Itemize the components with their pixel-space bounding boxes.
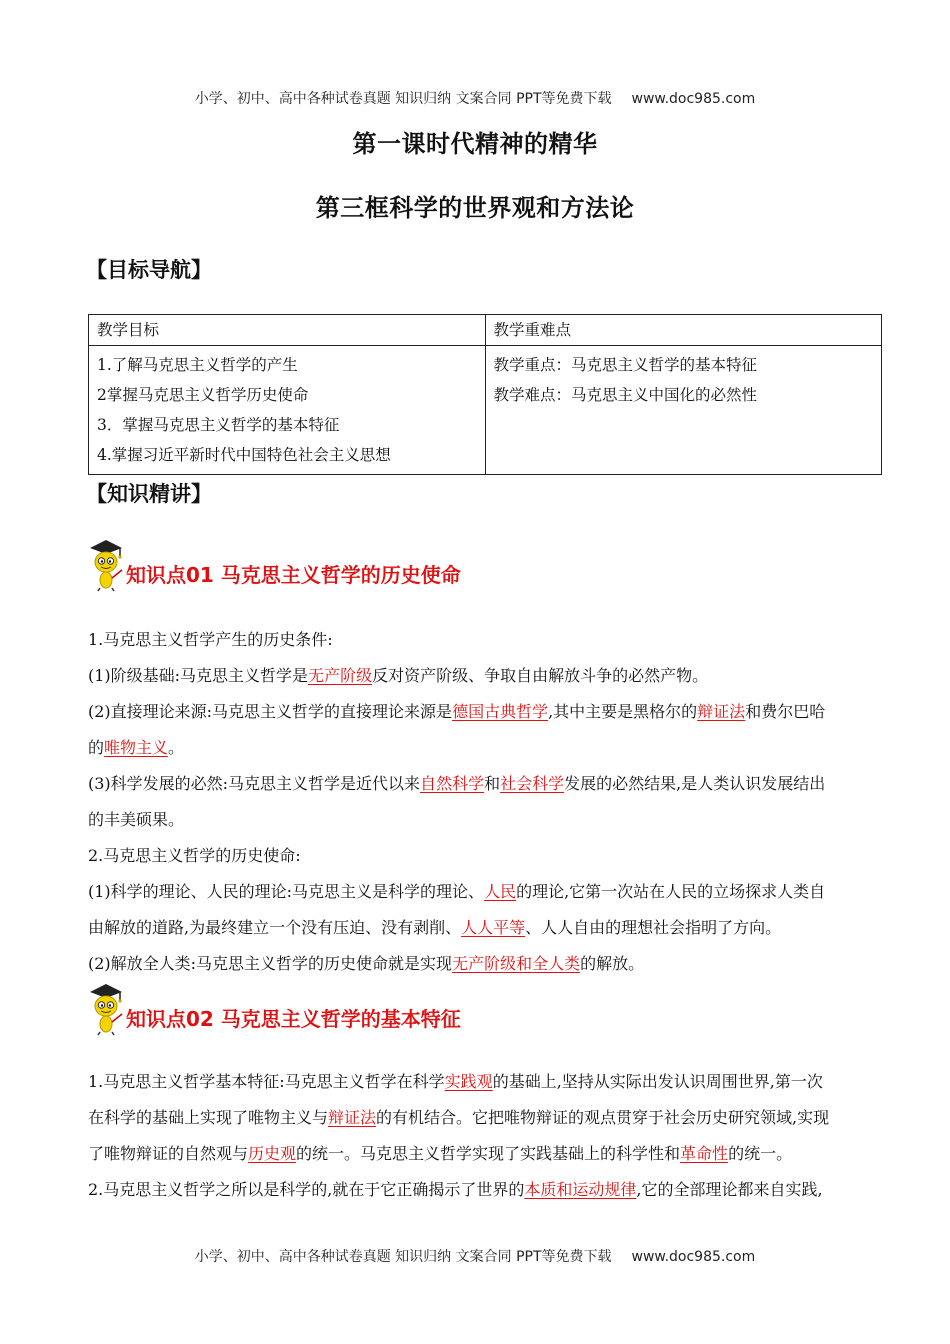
fill-answer: 辩证法 — [328, 1108, 377, 1127]
text-line: (1)科学的理论、人民的理论:马克思主义是科学的理论、人民的理论,它第一次站在人民的立场探求人类自 — [88, 882, 826, 901]
header-url[interactable]: www.doc985.com — [631, 91, 756, 107]
goals-table — [88, 314, 882, 475]
key-point-item: 教学重点：马克思主义哲学的基本特征 — [493, 356, 758, 374]
goal-item: 1.了解马克思主义哲学的产生 — [97, 356, 298, 374]
page-footer — [0, 1246, 950, 1266]
text-line: 1.马克思主义哲学基本特征:马克思主义哲学在科学实践观的基础上,坚持从实际出发认识周围世界,第一次 — [88, 1072, 823, 1091]
page-header — [0, 88, 950, 108]
text-line: 1.马克思主义哲学产生的历史条件: — [88, 630, 333, 649]
fill-answer: 本质和运动规律 — [524, 1180, 637, 1199]
kp2-paragraph — [88, 1064, 868, 1208]
text-line: 在科学的基础上实现了唯物主义与辩证法的有机结合。它把唯物辩证的观点贯穿于社会历史研究领域,实现 — [88, 1108, 830, 1127]
fill-answer: 革命性 — [680, 1144, 729, 1163]
knowledge-point-2-title: 知识点02 马克思主义哲学的基本特征 — [126, 1007, 461, 1031]
knowledge-point-1-title: 知识点01 马克思主义哲学的历史使命 — [126, 563, 461, 587]
knowledge-point-1-heading — [86, 536, 461, 592]
scholar-mascot-icon — [86, 980, 126, 1036]
goals-col-header: 教学目标 — [89, 315, 486, 346]
table-header-row — [89, 315, 882, 346]
goal-item: 3．掌握马克思主义哲学的基本特征 — [97, 416, 340, 434]
fill-answer: 自然科学 — [420, 774, 485, 793]
text-line: 了唯物辩证的自然观与历史观的统一。马克思主义哲学实现了实践基础上的科学性和革命性的统一。 — [88, 1144, 793, 1163]
fill-answer: 唯物主义 — [104, 738, 169, 757]
text-line: (2)解放全人类:马克思主义哲学的历史使命就是实现无产阶级和全人类的解放。 — [88, 954, 645, 973]
fill-answer: 人人平等 — [461, 918, 526, 937]
fill-answer: 实践观 — [444, 1072, 493, 1091]
difficulty-cell — [485, 346, 882, 475]
text-line: 的丰美硕果。 — [88, 810, 185, 829]
text-line: (3)科学发展的必然:马克思主义哲学是近代以来自然科学和社会科学发展的必然结果,是人类认识发展结出 — [88, 774, 826, 793]
text-line: (2)直接理论来源:马克思主义哲学的直接理论来源是德国古典哲学,其中主要是黑格尔的辩证法和费尔巴哈 — [88, 702, 826, 721]
goals-cell — [89, 346, 486, 475]
section-title: 第三框科学的世界观和方法论 — [315, 194, 635, 222]
fill-answer: 无产阶级 — [308, 666, 373, 685]
lesson-title: 第一课时代精神的精华 — [352, 130, 598, 158]
header-text: 小学、初中、高中各种试卷真题 知识归纳 文案合同 PPT等免费下载 — [194, 91, 612, 107]
fill-answer: 辩证法 — [697, 702, 746, 721]
goals-heading: 【目标导航】 — [86, 258, 212, 282]
footer-text: 小学、初中、高中各种试卷真题 知识归纳 文案合同 PPT等免费下载 — [194, 1249, 612, 1265]
text-line: 的唯物主义。 — [88, 738, 185, 757]
fill-answer: 德国古典哲学 — [452, 702, 549, 721]
difficulty-col-header: 教学重难点 — [485, 315, 882, 346]
text-line: 2.马克思主义哲学之所以是科学的,就在于它正确揭示了世界的本质和运动规律,它的全部理论都来自实践, — [88, 1180, 823, 1199]
kp1-paragraph — [88, 622, 868, 982]
text-line: (1)阶级基础:马克思主义哲学是无产阶级反对资产阶级、争取自由解放斗争的必然产物。 — [88, 666, 709, 685]
text-line: 2.马克思主义哲学的历史使命: — [88, 846, 301, 865]
difficult-point-item: 教学难点：马克思主义中国化的必然性 — [493, 386, 758, 404]
goal-item: 4.掌握习近平新时代中国特色社会主义思想 — [97, 446, 391, 464]
text-line: 由解放的道路,为最终建立一个没有压迫、没有剥削、人人平等、人人自由的理想社会指明了方向。 — [88, 918, 782, 937]
fill-answer: 社会科学 — [500, 774, 565, 793]
knowledge-point-2-heading — [86, 980, 461, 1036]
goal-item: 2掌握马克思主义哲学历史使命 — [97, 386, 309, 404]
table-row — [89, 346, 882, 475]
fill-answer: 历史观 — [248, 1144, 297, 1163]
fill-answer: 无产阶级和全人类 — [452, 954, 581, 973]
footer-url[interactable]: www.doc985.com — [631, 1249, 756, 1265]
fill-answer: 人民 — [484, 882, 517, 901]
knowledge-heading: 【知识精讲】 — [86, 482, 212, 506]
scholar-mascot-icon — [86, 536, 126, 592]
